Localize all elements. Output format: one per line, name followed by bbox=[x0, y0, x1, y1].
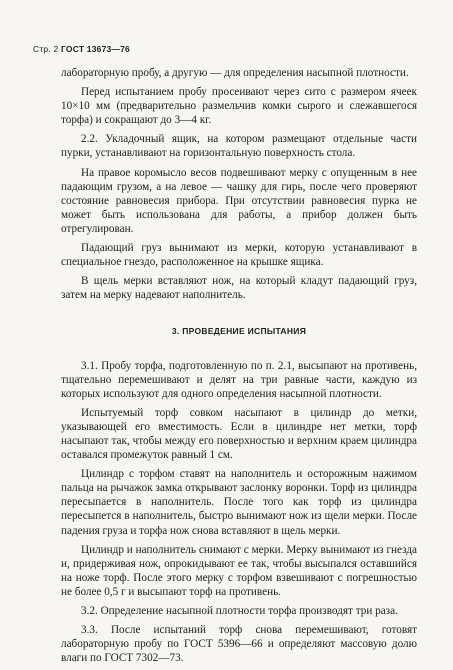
page-header bbox=[33, 44, 130, 54]
paragraph: 3.3. После испытаний торф снова перемешивают, готовят лабораторную пробу по ГОСТ 5396—66 и определяют массовую долю влаги по ГОСТ 7302—73. bbox=[61, 624, 417, 665]
paragraph: 2.2. Укладочный ящик, на котором размещают отдельные части пурки, устанавливают на горизонтальную поверхность стола. bbox=[61, 133, 417, 160]
paragraph: лабораторную пробу, а другую — для определения насыпной плотности. bbox=[61, 67, 409, 79]
paragraph: Падающий груз вынимают из мерки, которую устанавливают в специальное гнездо, расположенное на крышке ящика. bbox=[61, 242, 417, 269]
paragraph: Цилиндр и наполнитель снимают с мерки. Мерку вынимают из гнезда и, придерживая нож, опрокидывают ее так, чтобы высыпался оставшийся на ноже торф. После этого мерку с торфом взвешивают с погрешностью не более 0,5 г и высыпают торф на противень. bbox=[61, 543, 417, 598]
paragraph: На правое коромысло весов подвешивают мерку с опущенным в нее падающим грузом, а на левое — чашку для гирь, после чего проверяют состояние равновесия прибора. При отсутствии равновесия пурка не может быть использована для работы, а прибор должен быть отрегулирован. bbox=[61, 166, 417, 235]
paragraph: Перед испытанием пробу просеивают через сито с размером ячеек 10×10 мм (предварительно размельчив комки сырого и слежавшегося торфа) и сокращают до 3—4 кг. bbox=[61, 86, 417, 127]
paragraph: 3.1. Пробу торфа, подготовленную по п. 2.1, высыпают на противень, тщательно перемешивают и делят на три равные части, каждую из которых используют для одного определения насыпной плотности. bbox=[61, 359, 417, 400]
document-body bbox=[61, 66, 417, 670]
section-title: 3. ПРОВЕДЕНИЕ ИСПЫТАНИЯ bbox=[171, 326, 307, 337]
paragraph: Испытуемый торф совком насыпают в цилиндр до метки, указывающей его вместимость. Если в цилиндре нет метки, торф насыпают так, чтобы между его поверхностью и верхним краем цилиндра оставался промежуток равный 1 см. bbox=[61, 406, 417, 462]
paragraph: В щель мерки вставляют нож, на который кладут падающий груз, затем на мерку надевают наполнитель. bbox=[61, 275, 417, 302]
gost-number: ГОСТ 13673—76 bbox=[60, 44, 130, 54]
paragraph: Цилиндр с торфом ставят на наполнитель и осторожным нажимом пальца на рычажок замка открывают заслонку воронки. Торф из цилиндра пересыпается в наполнитель. После того как торф из цилиндра пересыпется в наполнитель, быстро вынимают нож из щели мерки. После падения груза и торфа нож снова вставляют в щель мерки. bbox=[61, 468, 417, 537]
paragraph: 3.2. Определение насыпной плотности торфа производят три раза. bbox=[81, 605, 398, 617]
page-number: Стр. 2 bbox=[33, 44, 59, 54]
